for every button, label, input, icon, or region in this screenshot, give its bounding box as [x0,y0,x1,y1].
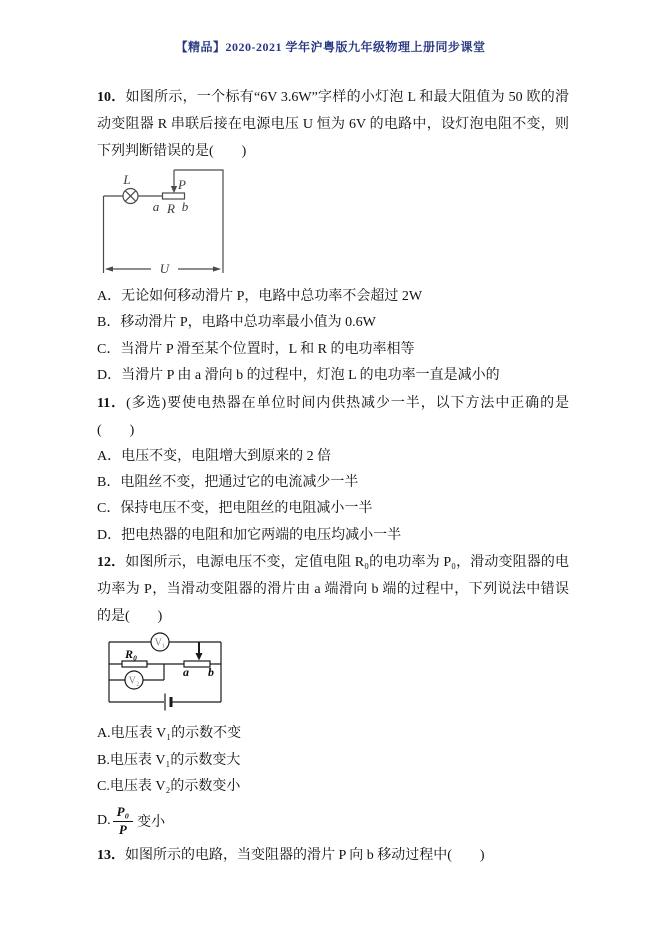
question-10-text: 如图所示，一个标有“6V 3.6W”字样的小灯泡 L 和最大阻值为 50 欧的滑动变阻器 R 串联后接在电源电压 U 恒为 6V 的电路中，设灯泡电阻不变，则下列判断错误的是( ) [97,90,569,159]
q11-option-b: B．电阻丝不变，把通过它的电流减少一半 [97,475,359,491]
question-13-intro [97,842,569,869]
question-13-text: 如图所示的电路，当变阻器的滑片 P 向 b 移动过程中( ) [125,848,485,864]
voltage-label: U [159,261,170,276]
doc-header: 【精品】2020-2021 学年沪粤版九年级物理上册同步课堂 [175,40,486,54]
q12-option-d [97,800,569,842]
dim-arrow-right [213,266,221,271]
fixed-resistor-label: R₀ [125,647,138,662]
q10-option-c: C．当滑片 P 滑至某个位置时，L 和 R 的电功率相等 [97,341,415,357]
question-11-intro [97,390,569,444]
circuit-q10-svg [100,167,230,277]
terminal-b-label: b [181,199,189,214]
slider-arrowhead [171,186,177,193]
lamp-label: L [123,172,131,187]
q12-option-b: B.电压表 V₁的示数变大 [97,752,241,768]
terminal-b-label: b [208,665,214,680]
question-11-number: 11． [97,395,127,411]
worksheet-content [97,84,569,869]
terminal-a-label: a [183,665,189,680]
question-12-number: 12． [97,555,126,571]
terminal-a-label: a [152,199,160,214]
resistor-label: R [167,201,175,216]
q10-option-a: A．无论如何移动滑片 P，电路中总功率不会超过 2W [97,289,423,304]
circuit-q12-svg [107,631,225,713]
q11-option-a: A．电压不变，电阻增大到原来的 2 倍 [97,448,332,464]
question-10-number: 10． [97,90,126,105]
circuit-diagram-q10 [100,167,569,277]
q12-option-d-suffix: 变小 [137,815,166,831]
q10-option-d: D．当滑片 P 由 a 滑向 b 的过程中，灯泡 L 的电功率一直是减小的 [97,368,500,384]
slider-arrowhead [196,653,203,661]
question-13-number: 13． [97,848,125,864]
question-12-intro [97,549,569,630]
circuit-diagram-q12 [107,631,569,713]
fraction [113,805,133,838]
q12-option-a: A.电压表 V₁的示数不变 [97,726,242,742]
question-12-text: 如图所示，电源电压不变，定值电阻 R₀的电功率为 P₀，滑动变阻器的电功率为 P，当滑动变阻器的滑片由 a 端滑向 b 端的过程中，下列说法中错误的是( ) [97,555,570,625]
slider-label: P [178,177,186,192]
voltmeter2-label: V₂ [128,675,140,687]
q11-option-c: C．保持电压不变，把电阻丝的电阻减小一半 [97,501,373,517]
fraction-denominator: P [118,821,127,837]
q12-option-d-prefix: D. [97,813,111,829]
q12-option-c: C.电压表 V₂的示数变小 [97,779,241,795]
q11-option-d: D．把电热器的电阻和加它两端的电压均减小一半 [97,527,402,543]
question-11-text: (多选)要使电热器在单位时间内供热减少一半，以下方法中正确的是( ) [97,395,569,438]
voltmeter1-label: V₁ [154,637,166,649]
question-10-intro [97,84,569,165]
fixed-resistor-body [122,661,147,667]
q10-option-b: B．移动滑片 P，电路中总功率最小值为 0.6W [97,315,376,331]
dim-arrow-left [105,266,113,271]
fraction-numerator: P₀ [113,805,133,822]
